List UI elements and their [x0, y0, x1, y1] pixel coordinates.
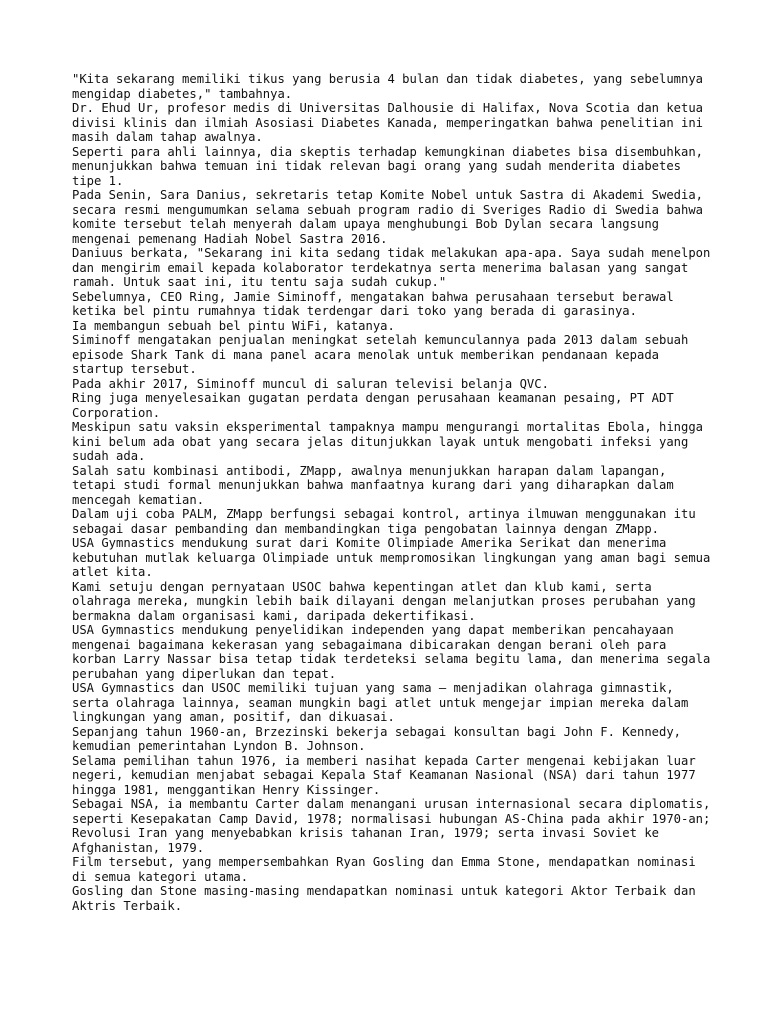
paragraph: Daniuus berkata, "Sekarang ini kita sedang tidak melakukan apa-apa. Saya sudah menelpon dan mengirim email kepada kolaborator terdekatnya serta menerima balasan yang sangat ramah. Untuk saat ini, itu tentu saja sudah cukup." — [72, 246, 711, 289]
paragraph: Sebagai NSA, ia membantu Carter dalam menangani urusan internasional secara diplomatis, seperti Kesepakatan Camp David, 1978; normalisasi hubungan AS-China pada akhir 1970-an; Revolusi Iran yang menyebabkan krisis tahanan Iran, 1979; serta invasi Soviet ke Afghanistan, 1979. — [72, 797, 711, 855]
paragraph: Ia membangun sebuah bel pintu WiFi, katanya. — [72, 318, 395, 333]
paragraph: "Kita sekarang memiliki tikus yang berusia 4 bulan dan tidak diabetes, yang sebelumnya mengidap diabetes," tambahnya. — [72, 72, 704, 101]
paragraph: Sepanjang tahun 1960-an, Brzezinski bekerja sebagai konsultan bagi John F. Kennedy, kemudian pemerintahan Lyndon B. Johnson. — [72, 724, 682, 753]
paragraph: Seperti para ahli lainnya, dia skeptis terhadap kemungkinan diabetes bisa disembuhkan, menunjukkan bahwa temuan ini tidak relevan bagi orang yang sudah menderita diabetes tipe 1. — [72, 144, 704, 188]
paragraph: USA Gymnastics mendukung penyelidikan independen yang dapat memberikan pencahayaan mengenai bagaimana kekerasan yang sebagaimana dibicarakan dengan berani oleh para korban Larry Nassar bisa tetap tidak terdeteksi selama begitu lama, dan menerima segala perubahan yang diperlukan dan tepat. — [72, 623, 711, 681]
paragraph: Pada Senin, Sara Danius, sekretaris tetap Komite Nobel untuk Sastra di Akademi Swedia, secara resmi mengumumkan selama sebuah program radio di Sveriges Radio di Swedia bahwa komite tersebut telah menyerah dalam upaya menghubungi Bob Dylan secara langsung mengenai pemenang Hadiah Nobel Sastra 2016. — [72, 188, 704, 246]
paragraph: Selama pemilihan tahun 1976, ia memberi nasihat kepada Carter mengenai kebijakan luar negeri, kemudian menjabat sebagai Kepala Staf Keamanan Nasional (NSA) dari tahun 1977 hingga 1981, menggantikan Henry Kissinger. — [72, 753, 696, 797]
paragraph: USA Gymnastics dan USOC memiliki tujuan yang sama — menjadikan olahraga gimnastik, serta olahraga lainnya, seaman mungkin bagi atlet untuk mengejar impian mereka dalam lingkungan yang aman, positif, dan dikuasai. — [72, 681, 689, 724]
document-body — [72, 72, 712, 913]
paragraph: USA Gymnastics mendukung surat dari Komite Olimpiade Amerika Serikat dan menerima kebutuhan mutlak keluarga Olimpiade untuk mempromosikan lingkungan yang aman bagi semua atlet kita. — [72, 536, 711, 579]
paragraph: Salah satu kombinasi antibodi, ZMapp, awalnya menunjukkan harapan dalam lapangan, tetapi studi formal menunjukkan bahwa manfaatnya kurang dari yang diharapkan dalam mencegah kematian. — [72, 463, 674, 507]
paragraph: Dalam uji coba PALM, ZMapp berfungsi sebagai kontrol, artinya ilmuwan menggunakan itu sebagai dasar pembanding dan membandingkan tiga pengobatan lainnya dengan ZMapp. — [72, 507, 696, 536]
paragraph: Kami setuju dengan pernyataan USOC bahwa kepentingan atlet dan klub kami, serta olahraga mereka, mungkin lebih baik dilayani dengan melanjutkan proses perubahan yang bermakna dalam organisasi kami, daripada dekertifikasi. — [72, 579, 696, 623]
paragraph: Meskipun satu vaksin eksperimental tampaknya mampu mengurangi mortalitas Ebola, hingga kini belum ada obat yang secara jelas ditunjukkan layak untuk mengobati infeksi yang sudah ada. — [72, 420, 704, 463]
paragraph: Dr. Ehud Ur, profesor medis di Universitas Dalhousie di Halifax, Nova Scotia dan ketua divisi klinis dan ilmiah Asosiasi Diabetes Kanada, memperingatkan bahwa penelitian ini masih dalam tahap awalnya. — [72, 101, 704, 144]
paragraph: Ring juga menyelesaikan gugatan perdata dengan perusahaan keamanan pesaing, PT ADT Corporation. — [72, 391, 674, 420]
paragraph: Pada akhir 2017, Siminoff muncul di saluran televisi belanja QVC. — [72, 376, 549, 391]
paragraph: Sebelumnya, CEO Ring, Jamie Siminoff, mengatakan bahwa perusahaan tersebut berawal ketika bel pintu rumahnya tidak terdengar dari toko yang berada di garasinya. — [72, 289, 674, 318]
paragraph: Gosling dan Stone masing-masing mendapatkan nominasi untuk kategori Aktor Terbaik dan Aktris Terbaik. — [72, 884, 696, 913]
paragraph: Siminoff mengatakan penjualan meningkat setelah kemunculannya pada 2013 dalam sebuah episode Shark Tank di mana panel acara menolak untuk memberikan pendanaan kepada startup tersebut. — [72, 333, 689, 376]
paragraph: Film tersebut, yang mempersembahkan Ryan Gosling dan Emma Stone, mendapatkan nominasi di semua kategori utama. — [72, 855, 696, 884]
